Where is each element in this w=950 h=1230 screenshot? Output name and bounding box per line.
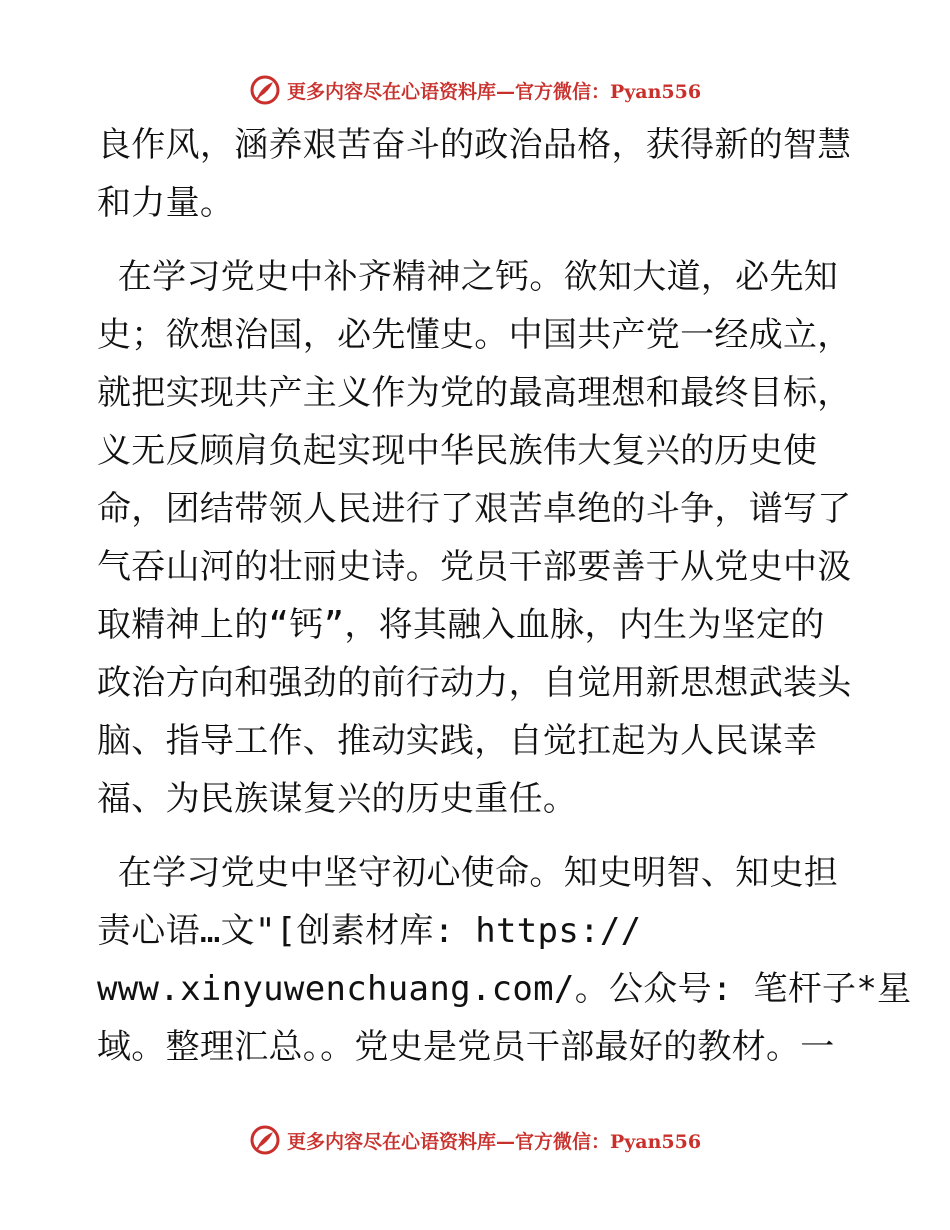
paragraph bbox=[97, 116, 857, 232]
text-line: 域。整理汇总。。党史是党员干部最好的教材。一 bbox=[97, 1027, 835, 1067]
text-line: 政治方向和强劲的前行动力，自觉用新思想武装头 bbox=[97, 663, 852, 703]
paragraph bbox=[97, 844, 912, 1076]
document-body bbox=[97, 116, 912, 1076]
footer-watermark bbox=[0, 1122, 950, 1158]
text-line: 在学习党史中补齐精神之钙。欲知大道，必先知 bbox=[97, 257, 839, 297]
text-line: 气吞山河的壮丽史诗。党员干部要善于从党史中汲 bbox=[97, 547, 852, 587]
text-line: 在学习党史中坚守初心使命。知史明智、知史担 bbox=[97, 853, 839, 893]
text-line: 福、为民族谋复兴的历史重任。 bbox=[97, 779, 578, 819]
watermark-text: 更多内容尽在心语资料库—官方微信：Pyan556 bbox=[286, 80, 702, 103]
header-watermark bbox=[0, 72, 950, 108]
text-line: 命，团结带领人民进行了艰苦卓绝的斗争，谱写了 bbox=[97, 489, 852, 529]
watermark-text: 更多内容尽在心语资料库—官方微信：Pyan556 bbox=[286, 1130, 702, 1153]
text-line: www.xinyuwenchuang.com/。公众号: 笔杆子*星 bbox=[97, 969, 912, 1009]
paragraph bbox=[97, 248, 857, 828]
text-line: 责心语…文"[创素材库: https:// bbox=[97, 911, 642, 951]
text-line: 良作风，涵养艰苦奋斗的政治品格，获得新的智慧 bbox=[97, 125, 852, 165]
text-line: 和力量。 bbox=[97, 183, 235, 223]
text-line: 史；欲想治国，必先懂史。中国共产党一经成立， bbox=[97, 315, 852, 355]
quill-logo-icon bbox=[249, 1124, 281, 1156]
quill-logo-icon bbox=[249, 74, 281, 106]
text-line: 取精神上的“钙”，将其融入血脉，内生为坚定的 bbox=[97, 605, 825, 645]
text-line: 就把实现共产主义作为党的最高理想和最终目标， bbox=[97, 373, 852, 413]
text-line: 脑、指导工作、推动实践，自觉扛起为人民谋幸 bbox=[97, 721, 818, 761]
text-line: 义无反顾肩负起实现中华民族伟大复兴的历史使 bbox=[97, 431, 818, 471]
